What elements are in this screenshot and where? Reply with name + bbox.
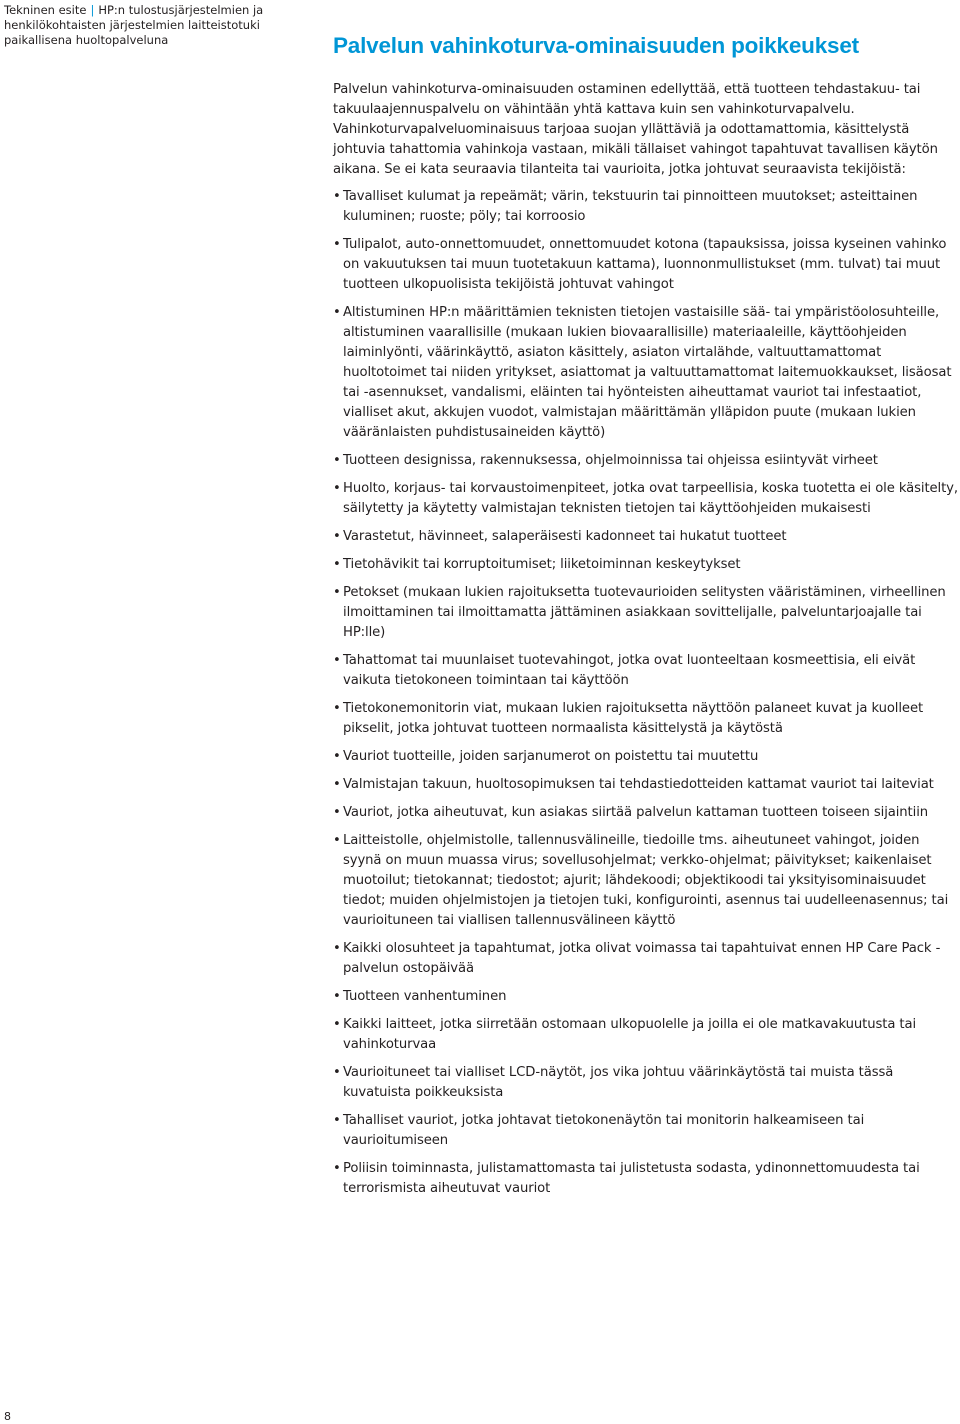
page-title: Palvelun vahinkoturva-ominaisuuden poikkeukset: [333, 33, 859, 58]
list-item-text: Tietohävikit tai korruptoitumiset; liiketoiminnan keskeytykset: [343, 557, 741, 572]
list-item-text: Tietokonemonitorin viat, mukaan lukien rajoituksetta näyttöön palaneet kuvat ja kuolleet pikselit, jotka johtuvat tuotteen normaalista käsittelystä ja käytöstä: [343, 701, 924, 736]
bullet-icon: •: [333, 653, 341, 668]
list-item-text: Tuotteen designissa, rakennuksessa, ohjelmoinnissa tai ohjeissa esiintyvät virheet: [343, 453, 878, 468]
page-number: 8: [4, 1410, 11, 1423]
list-item: [333, 527, 960, 547]
list-item-text: Laitteistolle, ohjelmistolle, tallennusvälineille, tiedoille tms. aiheutuneet vahingot, joiden syynä on muun muassa virus; sovellusohjelmat; verkko-ohjelmat; päivitykset; kaikenlaiset muotoilut; tietokannat; tiedostot; ajurit; lähdekoodi; objektikoodi tai yksityisominaisuudet tiedot; muiden ohjelmistojen ja tietojen tuki, konfigurointi, asennus tai uudelleenasennus; tai vaurioituneen tai viallisen tallennusvälineen käyttö: [343, 833, 949, 928]
list-item-text: Vaurioituneet tai vialliset LCD-näytöt, jos vika johtuu väärinkäytöstä tai muista tässä kuvatuista poikkeuksista: [343, 1065, 894, 1100]
list-item: [333, 555, 960, 575]
bullet-icon: •: [333, 1113, 341, 1128]
list-item-text: Vauriot, jotka aiheutuvat, kun asiakas siirtää palvelun kattaman tuotteen toiseen sijaintiin: [343, 805, 929, 820]
bullet-icon: •: [333, 305, 341, 320]
bullet-icon: •: [333, 481, 341, 496]
list-item: [333, 303, 960, 443]
list-item-text: Petokset (mukaan lukien rajoituksetta tuotevaurioiden selitysten vääristäminen, virheellinen ilmoittaminen tai ilmoittamatta jättäminen asiakkaan sovittelijalle, palveluntarjoajalle tai HP:lle): [343, 585, 946, 640]
bullet-icon: •: [333, 777, 341, 792]
bullet-icon: •: [333, 941, 341, 956]
list-item-text: Poliisin toiminnasta, julistamattomasta tai julistetusta sodasta, ydinonnettomuudesta tai terrorismista aiheutuvat vauriot: [343, 1161, 920, 1196]
bullet-icon: •: [333, 1065, 341, 1080]
list-item: [333, 987, 960, 1007]
list-item: [333, 479, 960, 519]
list-item-text: Tulipalot, auto-onnettomuudet, onnettomuudet kotona (tapauksissa, joissa kyseinen vahinko on vakuutuksen tai muun tuotetakuun kattama), luonnonmullistukset (mm. tulvat) tai muut tuotteen ulkopuolisista tekijöistä johtuvat vahingot: [343, 237, 947, 292]
list-item: [333, 1015, 960, 1055]
list-item-text: Kaikki laitteet, jotka siirretään ostomaan ulkopuolelle ja joilla ei ole matkavakuutusta tai vahinkoturvaa: [343, 1017, 917, 1052]
bullet-icon: •: [333, 237, 341, 252]
list-item-text: Tahattomat tai muunlaiset tuotevahingot, jotka ovat luonteeltaan kosmeettisia, eli eivät vaikuta tietokoneen toimintaan tai käyttöön: [343, 653, 916, 688]
list-item-text: Tuotteen vanhentuminen: [343, 989, 507, 1004]
list-item: [333, 451, 960, 471]
bullet-icon: •: [333, 701, 341, 716]
main-content: [333, 80, 960, 1207]
list-item-text: Huolto, korjaus- tai korvaustoimenpiteet, jotka ovat tarpeellisia, koska tuotetta ei ole käsitelty, säilytetty ja käytetty valmistajan teknisten tietojen tai käyttöohjeiden mukaisesti: [343, 481, 958, 516]
list-item: [333, 1063, 960, 1103]
bullet-icon: •: [333, 453, 341, 468]
list-item-text: Altistuminen HP:n määrittämien teknisten tietojen vastaisille sää- tai ympäristöolosuhteille, altistuminen vaarallisille (mukaan lukien biovaarallisille) materiaaleille, käyttöohjeiden laiminlyönti, väärinkäyttö, asiaton käsittely, asiaton virtalähde, valtuuttamattomat huoltotoimet tai niiden yritykset, asiattomat ja valtuuttamattomat laitemuokkaukset, lisäosat tai -asennukset, vandalismi, eläinten tai hyönteisten aiheuttamat vauriot tai infestaatiot, vialliset akut, akkujen vuodot, valmistajan määrittämän ylläpidon puute (mukaan lukien vääränlaisten puhdistusaineiden käyttö): [343, 305, 952, 440]
bullet-icon: •: [333, 557, 341, 572]
bullet-icon: •: [333, 1161, 341, 1176]
bullet-icon: •: [333, 189, 341, 204]
list-item: [333, 939, 960, 979]
list-item: [333, 775, 960, 795]
intro-paragraph: Palvelun vahinkoturva-ominaisuuden ostaminen edellyttää, että tuotteen tehdastakuu- tai takuulaajennuspalvelu on vähintään yhtä kattava kuin sen vahinkoturvapalvelu. Vahinkoturvapalveluominaisuus tarjoaa suojan yllättäviä ja odottamattomia, käsittelystä johtuvia tahattomia vahinkoja vastaan, mikäli tällaiset vahingot tapahtuvat tavallisen käytön aikana. Se ei kata seuraavia tilanteita tai vaurioita, jotka johtuvat seuraavista tekijöistä:: [333, 82, 938, 177]
list-item: [333, 747, 960, 767]
header-doc-type: Tekninen esite: [4, 3, 87, 17]
bullet-icon: •: [333, 749, 341, 764]
bullet-icon: •: [333, 1017, 341, 1032]
bullet-icon: •: [333, 805, 341, 820]
list-item: [333, 1111, 960, 1151]
list-item-text: Vauriot tuotteille, joiden sarjanumerot on poistettu tai muutettu: [343, 749, 759, 764]
bullet-icon: •: [333, 585, 341, 600]
list-item: [333, 187, 960, 227]
list-item: [333, 651, 960, 691]
bullet-icon: •: [333, 989, 341, 1004]
list-item: [333, 699, 960, 739]
bullet-icon: •: [333, 529, 341, 544]
bullet-icon: •: [333, 833, 341, 848]
list-item: [333, 583, 960, 643]
header-separator: |: [90, 3, 95, 17]
list-item-text: Kaikki olosuhteet ja tapahtumat, jotka olivat voimassa tai tapahtuivat ennen HP Care Pack -palvelun ostopäivää: [343, 941, 941, 976]
list-item: [333, 803, 960, 823]
running-header: [4, 3, 304, 48]
list-item-text: Valmistajan takuun, huoltosopimuksen tai tehdastiedotteiden kattamat vauriot tai laiteviat: [343, 777, 934, 792]
list-item: [333, 831, 960, 931]
list-item-text: Varastetut, hävinneet, salaperäisesti kadonneet tai hukatut tuotteet: [343, 529, 787, 544]
header-title: HP:n tulostusjärjestelmien ja henkilökohtaisten järjestelmien laitteistotuki paikallisena huoltopalveluna: [4, 3, 264, 47]
exclusions-list: [333, 187, 960, 1199]
list-item-text: Tavalliset kulumat ja repeämät; värin, tekstuurin tai pinnoitteen muutokset; asteittainen kuluminen; ruoste; pöly; tai korroosio: [343, 189, 918, 224]
list-item: [333, 1159, 960, 1199]
list-item: [333, 235, 960, 295]
list-item-text: Tahalliset vauriot, jotka johtavat tietokonenäytön tai monitorin halkeamiseen tai vaurioitumiseen: [343, 1113, 865, 1148]
